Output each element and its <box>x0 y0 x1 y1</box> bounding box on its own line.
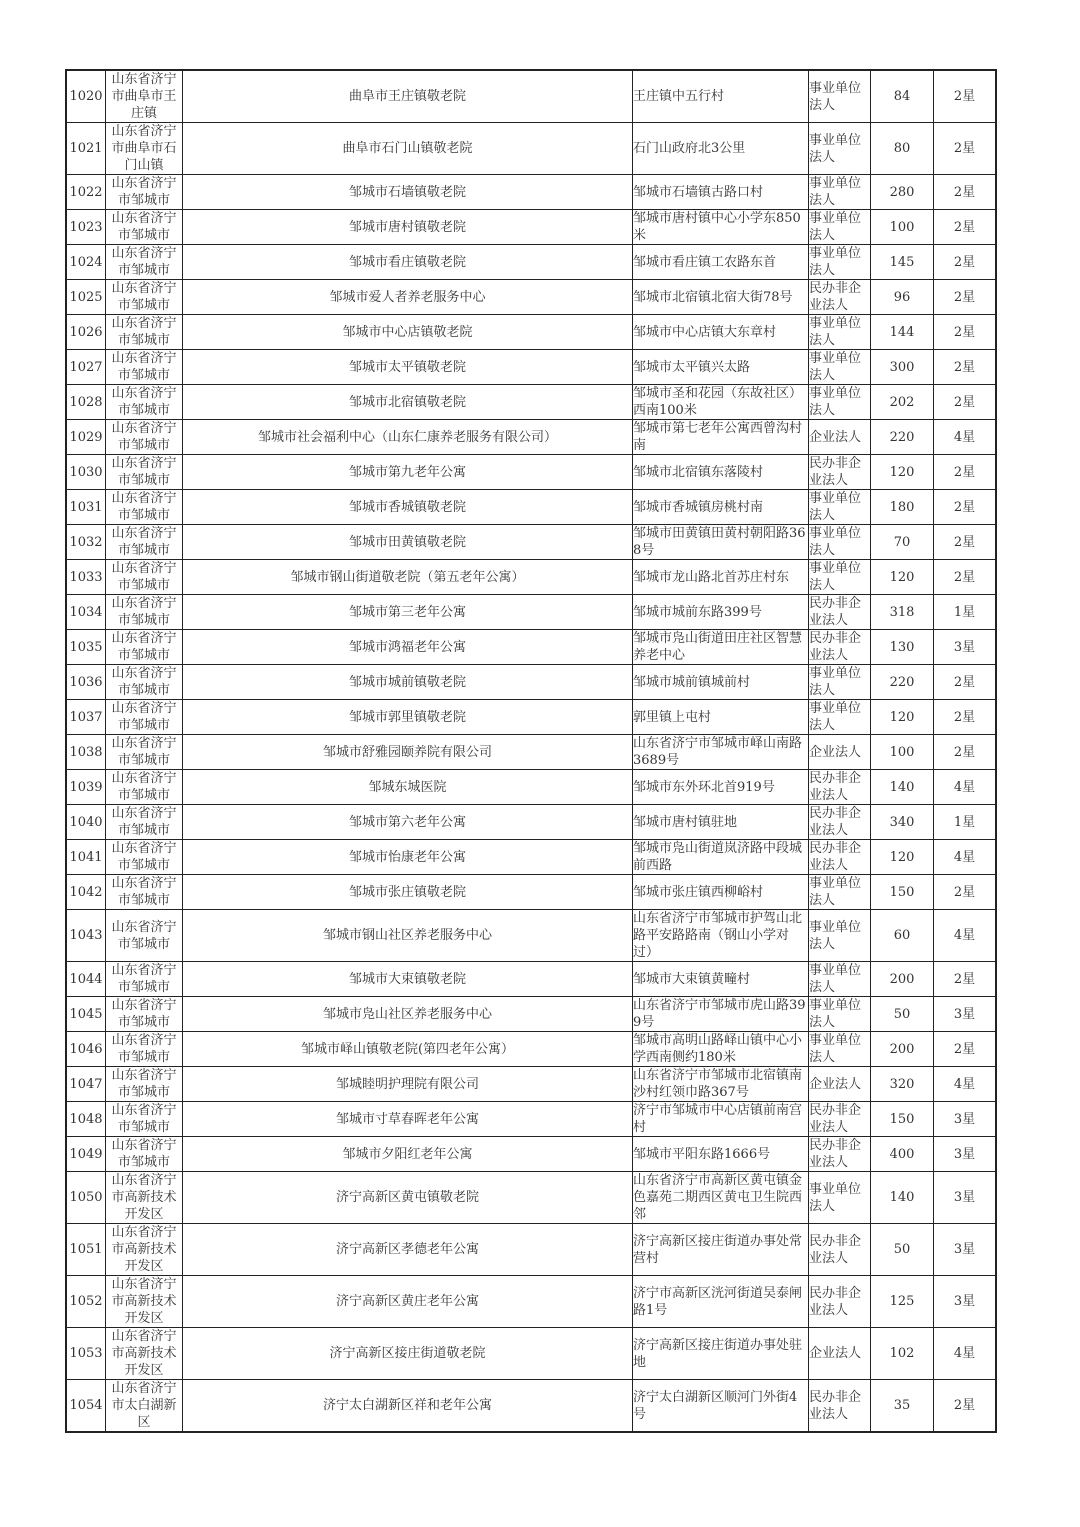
row-number: 1042 <box>66 875 106 910</box>
legal-type-cell: 事业单位法人 <box>809 70 871 123</box>
table-row <box>66 700 996 735</box>
region-cell: 山东省济宁市邹城市 <box>106 490 183 525</box>
table-row <box>66 962 996 997</box>
bed-count-cell: 125 <box>871 1276 934 1328</box>
institution-name-cell: 邹城市太平镇敬老院 <box>183 350 633 385</box>
address-cell: 山东省济宁市邹城市北宿镇南沙村红领巾路367号 <box>633 1067 809 1102</box>
legal-type-cell: 事业单位法人 <box>809 525 871 560</box>
star-rating-cell: 2星 <box>934 490 997 525</box>
institution-name-cell: 济宁太白湖新区祥和老年公寓 <box>183 1380 633 1433</box>
row-number: 1050 <box>66 1172 106 1224</box>
star-rating-cell: 1星 <box>934 805 997 840</box>
address-cell: 邹城市东外环北首919号 <box>633 770 809 805</box>
institution-name-cell: 邹城市鸿福老年公寓 <box>183 630 633 665</box>
address-cell: 邹城市唐村镇驻地 <box>633 805 809 840</box>
address-cell: 山东省济宁市高新区黄屯镇金色嘉苑二期西区黄屯卫生院西邻 <box>633 1172 809 1224</box>
bed-count-cell: 150 <box>871 1102 934 1137</box>
row-number: 1026 <box>66 315 106 350</box>
bed-count-cell: 120 <box>871 840 934 875</box>
region-cell: 山东省济宁市曲阜市石门山镇 <box>106 123 183 175</box>
bed-count-cell: 400 <box>871 1137 934 1172</box>
region-cell: 山东省济宁市邹城市 <box>106 245 183 280</box>
table-row <box>66 525 996 560</box>
region-cell: 山东省济宁市邹城市 <box>106 1102 183 1137</box>
row-number: 1054 <box>66 1380 106 1433</box>
legal-type-cell: 事业单位法人 <box>809 962 871 997</box>
table-row <box>66 1137 996 1172</box>
region-cell: 山东省济宁市邹城市 <box>106 910 183 962</box>
row-number: 1020 <box>66 70 106 123</box>
row-number: 1031 <box>66 490 106 525</box>
table-row <box>66 70 996 123</box>
address-cell: 邹城市北宿镇东落陵村 <box>633 455 809 490</box>
bed-count-cell: 180 <box>871 490 934 525</box>
bed-count-cell: 280 <box>871 175 934 210</box>
table-row <box>66 1032 996 1067</box>
region-cell: 山东省济宁市邹城市 <box>106 630 183 665</box>
star-rating-cell: 4星 <box>934 1067 997 1102</box>
address-cell: 山东省济宁市邹城市虎山路399号 <box>633 997 809 1032</box>
institution-name-cell: 邹城市中心店镇敬老院 <box>183 315 633 350</box>
address-cell: 邹城市石墙镇古路口村 <box>633 175 809 210</box>
star-rating-cell: 2星 <box>934 735 997 770</box>
legal-type-cell: 事业单位法人 <box>809 350 871 385</box>
legal-type-cell: 事业单位法人 <box>809 1032 871 1067</box>
institution-name-cell: 邹城市社会福利中心（山东仁康养老服务有限公司） <box>183 420 633 455</box>
bed-count-cell: 120 <box>871 455 934 490</box>
row-number: 1021 <box>66 123 106 175</box>
row-number: 1024 <box>66 245 106 280</box>
star-rating-cell: 4星 <box>934 910 997 962</box>
table-row <box>66 1224 996 1276</box>
table-row <box>66 175 996 210</box>
star-rating-cell: 3星 <box>934 997 997 1032</box>
table-row <box>66 630 996 665</box>
legal-type-cell: 民办非企业法人 <box>809 455 871 490</box>
table-row <box>66 665 996 700</box>
address-cell: 石门山政府北3公里 <box>633 123 809 175</box>
institution-name-cell: 邹城市第六老年公寓 <box>183 805 633 840</box>
region-cell: 山东省济宁市邹城市 <box>106 175 183 210</box>
address-cell: 邹城市北宿镇北宿大街78号 <box>633 280 809 315</box>
region-cell: 山东省济宁市邹城市 <box>106 1137 183 1172</box>
bed-count-cell: 120 <box>871 700 934 735</box>
table-row <box>66 1067 996 1102</box>
region-cell: 山东省济宁市邹城市 <box>106 962 183 997</box>
address-cell: 邹城市圣和花园（东故社区）西南100米 <box>633 385 809 420</box>
bed-count-cell: 80 <box>871 123 934 175</box>
star-rating-cell: 2星 <box>934 123 997 175</box>
region-cell: 山东省济宁市邹城市 <box>106 595 183 630</box>
legal-type-cell: 事业单位法人 <box>809 245 871 280</box>
star-rating-cell: 2星 <box>934 175 997 210</box>
address-cell: 邹城市看庄镇工农路东首 <box>633 245 809 280</box>
address-cell: 邹城市龙山路北首苏庄村东 <box>633 560 809 595</box>
table-row <box>66 875 996 910</box>
address-cell: 邹城市中心店镇大东章村 <box>633 315 809 350</box>
region-cell: 山东省济宁市邹城市 <box>106 560 183 595</box>
table-row <box>66 910 996 962</box>
bed-count-cell: 340 <box>871 805 934 840</box>
bed-count-cell: 100 <box>871 735 934 770</box>
bed-count-cell: 200 <box>871 962 934 997</box>
address-cell: 邹城市太平镇兴太路 <box>633 350 809 385</box>
bed-count-cell: 35 <box>871 1380 934 1433</box>
row-number: 1038 <box>66 735 106 770</box>
table-row <box>66 770 996 805</box>
bed-count-cell: 202 <box>871 385 934 420</box>
legal-type-cell: 事业单位法人 <box>809 560 871 595</box>
address-cell: 济宁高新区接庄街道办事处常营村 <box>633 1224 809 1276</box>
institution-name-cell: 邹城市凫山社区养老服务中心 <box>183 997 633 1032</box>
row-number: 1029 <box>66 420 106 455</box>
region-cell: 山东省济宁市邹城市 <box>106 280 183 315</box>
table-row <box>66 997 996 1032</box>
row-number: 1022 <box>66 175 106 210</box>
legal-type-cell: 企业法人 <box>809 1328 871 1380</box>
address-cell: 山东省济宁市邹城市护驾山北路平安路路南（钢山小学对过） <box>633 910 809 962</box>
address-cell: 邹城市第七老年公寓西曾沟村南 <box>633 420 809 455</box>
row-number: 1045 <box>66 997 106 1032</box>
institution-name-cell: 邹城市寸草春晖老年公寓 <box>183 1102 633 1137</box>
legal-type-cell: 事业单位法人 <box>809 665 871 700</box>
address-cell: 王庄镇中五行村 <box>633 70 809 123</box>
row-number: 1047 <box>66 1067 106 1102</box>
institution-name-cell: 邹城市郭里镇敬老院 <box>183 700 633 735</box>
bed-count-cell: 150 <box>871 875 934 910</box>
star-rating-cell: 2星 <box>934 665 997 700</box>
region-cell: 山东省济宁市高新技术开发区 <box>106 1328 183 1380</box>
institution-name-cell: 邹城市舒雅园颐养院有限公司 <box>183 735 633 770</box>
row-number: 1032 <box>66 525 106 560</box>
table-row <box>66 123 996 175</box>
region-cell: 山东省济宁市邹城市 <box>106 525 183 560</box>
table-row <box>66 595 996 630</box>
bed-count-cell: 130 <box>871 630 934 665</box>
table-row <box>66 1276 996 1328</box>
institution-name-cell: 邹城市第三老年公寓 <box>183 595 633 630</box>
table-row <box>66 490 996 525</box>
legal-type-cell: 民办非企业法人 <box>809 840 871 875</box>
institution-name-cell: 邹城市唐村镇敬老院 <box>183 210 633 245</box>
bed-count-cell: 50 <box>871 1224 934 1276</box>
row-number: 1037 <box>66 700 106 735</box>
address-cell: 邹城市城前东路399号 <box>633 595 809 630</box>
row-number: 1051 <box>66 1224 106 1276</box>
legal-type-cell: 事业单位法人 <box>809 123 871 175</box>
legal-type-cell: 民办非企业法人 <box>809 1224 871 1276</box>
region-cell: 山东省济宁市邹城市 <box>106 665 183 700</box>
region-cell: 山东省济宁市高新技术开发区 <box>106 1276 183 1328</box>
table-row <box>66 245 996 280</box>
row-number: 1023 <box>66 210 106 245</box>
bed-count-cell: 102 <box>871 1328 934 1380</box>
bed-count-cell: 96 <box>871 280 934 315</box>
region-cell: 山东省济宁市邹城市 <box>106 210 183 245</box>
star-rating-cell: 4星 <box>934 1328 997 1380</box>
table-row <box>66 560 996 595</box>
region-cell: 山东省济宁市邹城市 <box>106 1032 183 1067</box>
bed-count-cell: 320 <box>871 1067 934 1102</box>
star-rating-cell: 2星 <box>934 875 997 910</box>
region-cell: 山东省济宁市邹城市 <box>106 840 183 875</box>
institution-name-cell: 济宁高新区黄庄老年公寓 <box>183 1276 633 1328</box>
institution-name-cell: 邹城东城医院 <box>183 770 633 805</box>
row-number: 1035 <box>66 630 106 665</box>
region-cell: 山东省济宁市邹城市 <box>106 385 183 420</box>
region-cell: 山东省济宁市邹城市 <box>106 805 183 840</box>
region-cell: 山东省济宁市邹城市 <box>106 735 183 770</box>
address-cell: 邹城市田黄镇田黄村朝阳路368号 <box>633 525 809 560</box>
legal-type-cell: 事业单位法人 <box>809 700 871 735</box>
bed-count-cell: 70 <box>871 525 934 560</box>
institution-name-cell: 曲阜市石门山镇敬老院 <box>183 123 633 175</box>
star-rating-cell: 3星 <box>934 1276 997 1328</box>
address-cell: 济宁市邹城市中心店镇前南宫村 <box>633 1102 809 1137</box>
bed-count-cell: 144 <box>871 315 934 350</box>
bed-count-cell: 140 <box>871 770 934 805</box>
legal-type-cell: 事业单位法人 <box>809 315 871 350</box>
star-rating-cell: 2星 <box>934 315 997 350</box>
row-number: 1049 <box>66 1137 106 1172</box>
table-row <box>66 315 996 350</box>
row-number: 1039 <box>66 770 106 805</box>
legal-type-cell: 事业单位法人 <box>809 1172 871 1224</box>
legal-type-cell: 民办非企业法人 <box>809 1137 871 1172</box>
region-cell: 山东省济宁市邹城市 <box>106 315 183 350</box>
star-rating-cell: 2星 <box>934 962 997 997</box>
region-cell: 山东省济宁市邹城市 <box>106 997 183 1032</box>
table-row <box>66 420 996 455</box>
legal-type-cell: 民办非企业法人 <box>809 1276 871 1328</box>
legal-type-cell: 企业法人 <box>809 420 871 455</box>
address-cell: 邹城市凫山街道岚济路中段城前西路 <box>633 840 809 875</box>
address-cell: 郭里镇上屯村 <box>633 700 809 735</box>
legal-type-cell: 企业法人 <box>809 735 871 770</box>
star-rating-cell: 3星 <box>934 630 997 665</box>
bed-count-cell: 318 <box>871 595 934 630</box>
table-row <box>66 1380 996 1433</box>
table-row <box>66 840 996 875</box>
region-cell: 山东省济宁市太白湖新区 <box>106 1380 183 1433</box>
institution-name-cell: 邹城市张庄镇敬老院 <box>183 875 633 910</box>
table-row <box>66 735 996 770</box>
institution-name-cell: 济宁高新区黄屯镇敬老院 <box>183 1172 633 1224</box>
star-rating-cell: 3星 <box>934 1172 997 1224</box>
bed-count-cell: 84 <box>871 70 934 123</box>
star-rating-cell: 2星 <box>934 210 997 245</box>
bed-count-cell: 50 <box>871 997 934 1032</box>
bed-count-cell: 200 <box>871 1032 934 1067</box>
institution-name-cell: 邹城市石墙镇敬老院 <box>183 175 633 210</box>
row-number: 1040 <box>66 805 106 840</box>
table-row <box>66 350 996 385</box>
legal-type-cell: 民办非企业法人 <box>809 1102 871 1137</box>
row-number: 1034 <box>66 595 106 630</box>
region-cell: 山东省济宁市高新技术开发区 <box>106 1172 183 1224</box>
institution-name-cell: 济宁高新区接庄街道敬老院 <box>183 1328 633 1380</box>
region-cell: 山东省济宁市邹城市 <box>106 875 183 910</box>
institution-name-cell: 邹城市爱人者养老服务中心 <box>183 280 633 315</box>
star-rating-cell: 4星 <box>934 770 997 805</box>
institution-name-cell: 邹城市钢山街道敬老院（第五老年公寓） <box>183 560 633 595</box>
table-row <box>66 1172 996 1224</box>
institution-name-cell: 济宁高新区孝德老年公寓 <box>183 1224 633 1276</box>
row-number: 1030 <box>66 455 106 490</box>
table-row <box>66 1102 996 1137</box>
star-rating-cell: 2星 <box>934 350 997 385</box>
bed-count-cell: 220 <box>871 420 934 455</box>
row-number: 1053 <box>66 1328 106 1380</box>
address-cell: 邹城市高明山路峄山镇中心小学西南侧约180米 <box>633 1032 809 1067</box>
address-cell: 山东省济宁市邹城市峄山南路3689号 <box>633 735 809 770</box>
legal-type-cell: 事业单位法人 <box>809 175 871 210</box>
institution-name-cell: 邹城市香城镇敬老院 <box>183 490 633 525</box>
legal-type-cell: 企业法人 <box>809 1067 871 1102</box>
institution-name-cell: 邹城市第九老年公寓 <box>183 455 633 490</box>
institution-name-cell: 邹城市城前镇敬老院 <box>183 665 633 700</box>
region-cell: 山东省济宁市邹城市 <box>106 770 183 805</box>
table-body <box>66 70 996 1432</box>
star-rating-cell: 3星 <box>934 1224 997 1276</box>
bed-count-cell: 120 <box>871 560 934 595</box>
star-rating-cell: 2星 <box>934 385 997 420</box>
legal-type-cell: 民办非企业法人 <box>809 595 871 630</box>
row-number: 1048 <box>66 1102 106 1137</box>
legal-type-cell: 民办非企业法人 <box>809 805 871 840</box>
row-number: 1025 <box>66 280 106 315</box>
legal-type-cell: 事业单位法人 <box>809 490 871 525</box>
legal-type-cell: 事业单位法人 <box>809 910 871 962</box>
row-number: 1027 <box>66 350 106 385</box>
legal-type-cell: 事业单位法人 <box>809 875 871 910</box>
table-row <box>66 805 996 840</box>
star-rating-cell: 2星 <box>934 560 997 595</box>
star-rating-cell: 2星 <box>934 1032 997 1067</box>
star-rating-cell: 4星 <box>934 420 997 455</box>
star-rating-cell: 2星 <box>934 700 997 735</box>
institution-name-cell: 邹城睦明护理院有限公司 <box>183 1067 633 1102</box>
institution-name-cell: 曲阜市王庄镇敬老院 <box>183 70 633 123</box>
bed-count-cell: 140 <box>871 1172 934 1224</box>
address-cell: 邹城市张庄镇西柳峪村 <box>633 875 809 910</box>
bed-count-cell: 220 <box>871 665 934 700</box>
star-rating-cell: 2星 <box>934 280 997 315</box>
legal-type-cell: 事业单位法人 <box>809 210 871 245</box>
address-cell: 邹城市香城镇房桃村南 <box>633 490 809 525</box>
star-rating-cell: 2星 <box>934 245 997 280</box>
elder-care-institution-table <box>65 69 997 1433</box>
institution-name-cell: 邹城市夕阳红老年公寓 <box>183 1137 633 1172</box>
star-rating-cell: 2星 <box>934 1380 997 1433</box>
bed-count-cell: 100 <box>871 210 934 245</box>
legal-type-cell: 民办非企业法人 <box>809 770 871 805</box>
row-number: 1041 <box>66 840 106 875</box>
row-number: 1043 <box>66 910 106 962</box>
legal-type-cell: 民办非企业法人 <box>809 630 871 665</box>
legal-type-cell: 民办非企业法人 <box>809 1380 871 1433</box>
star-rating-cell: 2星 <box>934 455 997 490</box>
row-number: 1044 <box>66 962 106 997</box>
region-cell: 山东省济宁市曲阜市王庄镇 <box>106 70 183 123</box>
region-cell: 山东省济宁市高新技术开发区 <box>106 1224 183 1276</box>
region-cell: 山东省济宁市邹城市 <box>106 1067 183 1102</box>
star-rating-cell: 2星 <box>934 525 997 560</box>
region-cell: 山东省济宁市邹城市 <box>106 420 183 455</box>
institution-name-cell: 邹城市钢山社区养老服务中心 <box>183 910 633 962</box>
legal-type-cell: 事业单位法人 <box>809 997 871 1032</box>
institution-name-cell: 邹城市怡康老年公寓 <box>183 840 633 875</box>
bed-count-cell: 300 <box>871 350 934 385</box>
region-cell: 山东省济宁市邹城市 <box>106 455 183 490</box>
address-cell: 邹城市平阳东路1666号 <box>633 1137 809 1172</box>
institution-name-cell: 邹城市看庄镇敬老院 <box>183 245 633 280</box>
address-cell: 济宁市高新区洸河街道吴泰闸路1号 <box>633 1276 809 1328</box>
table-row <box>66 385 996 420</box>
star-rating-cell: 2星 <box>934 70 997 123</box>
star-rating-cell: 3星 <box>934 1137 997 1172</box>
bed-count-cell: 145 <box>871 245 934 280</box>
table-row <box>66 280 996 315</box>
table-row <box>66 210 996 245</box>
address-cell: 济宁太白湖新区顺河门外街4号 <box>633 1380 809 1433</box>
address-cell: 济宁高新区接庄街道办事处驻地 <box>633 1328 809 1380</box>
address-cell: 邹城市城前镇城前村 <box>633 665 809 700</box>
star-rating-cell: 4星 <box>934 840 997 875</box>
address-cell: 邹城市唐村镇中心小学东850米 <box>633 210 809 245</box>
institution-name-cell: 邹城市峄山镇敬老院(第四老年公寓） <box>183 1032 633 1067</box>
institution-name-cell: 邹城市田黄镇敬老院 <box>183 525 633 560</box>
bed-count-cell: 60 <box>871 910 934 962</box>
institution-name-cell: 邹城市北宿镇敬老院 <box>183 385 633 420</box>
table-row <box>66 1328 996 1380</box>
star-rating-cell: 3星 <box>934 1102 997 1137</box>
row-number: 1052 <box>66 1276 106 1328</box>
region-cell: 山东省济宁市邹城市 <box>106 350 183 385</box>
legal-type-cell: 事业单位法人 <box>809 385 871 420</box>
star-rating-cell: 1星 <box>934 595 997 630</box>
address-cell: 邹城市凫山街道田庄社区智慧养老中心 <box>633 630 809 665</box>
row-number: 1033 <box>66 560 106 595</box>
row-number: 1028 <box>66 385 106 420</box>
row-number: 1036 <box>66 665 106 700</box>
legal-type-cell: 民办非企业法人 <box>809 280 871 315</box>
row-number: 1046 <box>66 1032 106 1067</box>
table-row <box>66 455 996 490</box>
region-cell: 山东省济宁市邹城市 <box>106 700 183 735</box>
address-cell: 邹城市大束镇黄疃村 <box>633 962 809 997</box>
institution-name-cell: 邹城市大束镇敬老院 <box>183 962 633 997</box>
